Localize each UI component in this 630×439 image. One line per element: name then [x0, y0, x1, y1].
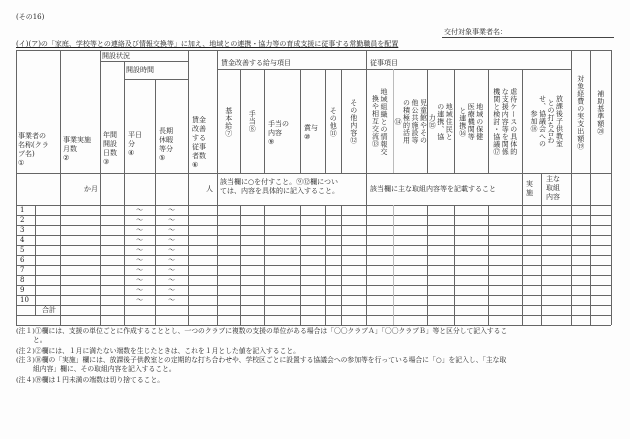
header-club-name: 事業者の 名称(クラ ブ名) ① — [18, 132, 49, 167]
header-other: その他⑪ — [329, 106, 338, 137]
header-kaisetsu-group: 開設状況 — [102, 52, 130, 60]
header-allowance-detail: 手当の 内容 ⑨ — [268, 120, 289, 146]
recipient-label: 交付対象事業者名： — [444, 28, 507, 36]
col18-sub-main-content: 主な 取組 内容 — [546, 175, 560, 201]
row-number: 9 — [20, 286, 25, 294]
tilde-weekday: ～ — [136, 206, 143, 214]
note-3: (注３)⑱欄の「実施」欄には、放課後子供教室との定期的な打ち合わせや、学校区ごとに設置する協議会への参加等を行っている場合に「○」を記入し、「主な取 — [16, 356, 507, 364]
tilde-weekday: ～ — [136, 246, 143, 254]
col18-sub-implemented: 実 施 — [526, 180, 533, 197]
unit-months: か月 — [84, 185, 98, 193]
row-number: 3 — [20, 226, 25, 234]
tilde-weekday: ～ — [136, 236, 143, 244]
tilde-weekday: ～ — [136, 226, 143, 234]
header-health-org: 地域の保健医療機関等と連携⑯ — [458, 102, 484, 141]
header-resident-cooperation: 地域住民との連携、協力⑮ — [428, 102, 454, 141]
tilde-holiday: ～ — [168, 226, 175, 234]
table-row[interactable] — [16, 205, 611, 215]
table-row[interactable] — [16, 255, 611, 265]
table-row[interactable] — [16, 285, 611, 295]
header-allowance: 手当⑧ — [248, 110, 257, 133]
header-annual-days: 年間 開設 日数 ③ — [103, 131, 117, 166]
row-number: 10 — [20, 296, 29, 304]
section-title: (イ)(ア)の「家庭、学校等との連絡及び情報交換等」に加え、地域との連携・協力等の育成支援に従事する常勤職員を配置 — [16, 40, 399, 48]
table-row[interactable] — [16, 265, 611, 275]
tilde-weekday: ～ — [136, 276, 143, 284]
tilde-holiday: ～ — [168, 276, 175, 284]
recipient-name-field[interactable] — [442, 28, 614, 38]
header-long-holiday: 長期 休暇 等分 ⑤ — [159, 127, 173, 162]
header-bonus: 賞与 ⑩ — [304, 124, 318, 141]
jujikomoku-instruction: 該当欄に主な取組内容等を記載すること — [370, 185, 496, 193]
header-kyuyo-group: 賃金改善する給与項目 — [221, 59, 291, 67]
row-number: 6 — [20, 256, 25, 264]
header-actual-expense: 対象経費の実支出額⑲ — [576, 74, 585, 150]
table-row[interactable] — [16, 245, 611, 255]
row-number: 8 — [20, 276, 25, 284]
header-local-org-exchange: 地域組織との情報交換や相互交流⑬ — [371, 87, 388, 156]
row-number: 4 — [20, 236, 25, 244]
row-number: 2 — [20, 216, 25, 224]
tilde-holiday: ～ — [168, 256, 175, 264]
header-months: 事業実施 月数 ② — [63, 136, 91, 162]
tilde-weekday: ～ — [136, 266, 143, 274]
header-kaisetsu-jikan-group: 開設時間 — [126, 66, 154, 74]
tilde-holiday: ～ — [168, 246, 175, 254]
tilde-weekday: ～ — [136, 286, 143, 294]
tilde-holiday: ～ — [168, 296, 175, 304]
header-other-detail: その他内容⑫ — [349, 99, 358, 144]
note-3-cont: 組内容」欄に、その取組内容を記入すること。 — [33, 365, 176, 373]
tilde-holiday: ～ — [168, 236, 175, 244]
tilde-weekday: ～ — [136, 296, 143, 304]
header-public-facility: 児童館やその他公共施設等の積極的活用⑭ — [394, 99, 428, 144]
tilde-holiday: ～ — [168, 206, 175, 214]
unit-persons: 人 — [206, 185, 213, 193]
header-base-salary: 基本給⑦ — [224, 106, 233, 137]
header-weekday: 平日 分 ④ — [128, 131, 142, 157]
row-number: 1 — [20, 206, 25, 214]
page-label: (その16) — [16, 13, 45, 21]
note-2: (注２)②欄には、１月に満たない端数を生じたときは、これを１月とした値を記入すること。 — [16, 347, 300, 355]
header-staff-count: 賃金 改善 する 従事 者数 ⑥ — [192, 116, 206, 169]
table-row[interactable] — [16, 225, 611, 235]
tilde-holiday: ～ — [168, 286, 175, 294]
header-jujikomoku-group: 従事項目 — [370, 59, 398, 67]
table-row[interactable] — [16, 275, 611, 285]
row-number: 5 — [20, 246, 25, 254]
header-standard-amount: 補助基準額⑳ — [596, 89, 605, 135]
header-after-school-classroom: 放課後子供教室との打ち合わせ、協議会への参加⑱ — [530, 95, 564, 148]
tilde-weekday: ～ — [136, 216, 143, 224]
note-1: (注１)①欄には、支援の単位ごとに作成することとし、一つのクラブに複数の支援の単位がある場合は「〇〇クラブＡ」「〇〇クラブＢ」等と区分して記入するこ — [16, 327, 508, 335]
table-row[interactable] — [16, 215, 611, 225]
tilde-holiday: ～ — [168, 216, 175, 224]
total-label: 合計 — [42, 306, 56, 314]
tilde-weekday: ～ — [136, 256, 143, 264]
tilde-holiday: ～ — [168, 266, 175, 274]
kyuyo-instruction: 該当欄に○を付すこと。⑨⑫欄につい ては、内容を具体的に記入すること。 — [220, 178, 339, 195]
row-number: 7 — [20, 266, 25, 274]
note-4: (注４)⑲欄は１円未満の端数は切り捨てること。 — [16, 376, 165, 384]
total-row[interactable] — [16, 305, 611, 315]
table-row[interactable] — [16, 235, 611, 245]
header-abuse-case: 虐待ケースの具体的な支援内容等を関係機関と検討・協議⑰ — [492, 87, 518, 156]
note-1-cont: と。 — [33, 336, 47, 344]
table-row[interactable] — [16, 295, 611, 305]
